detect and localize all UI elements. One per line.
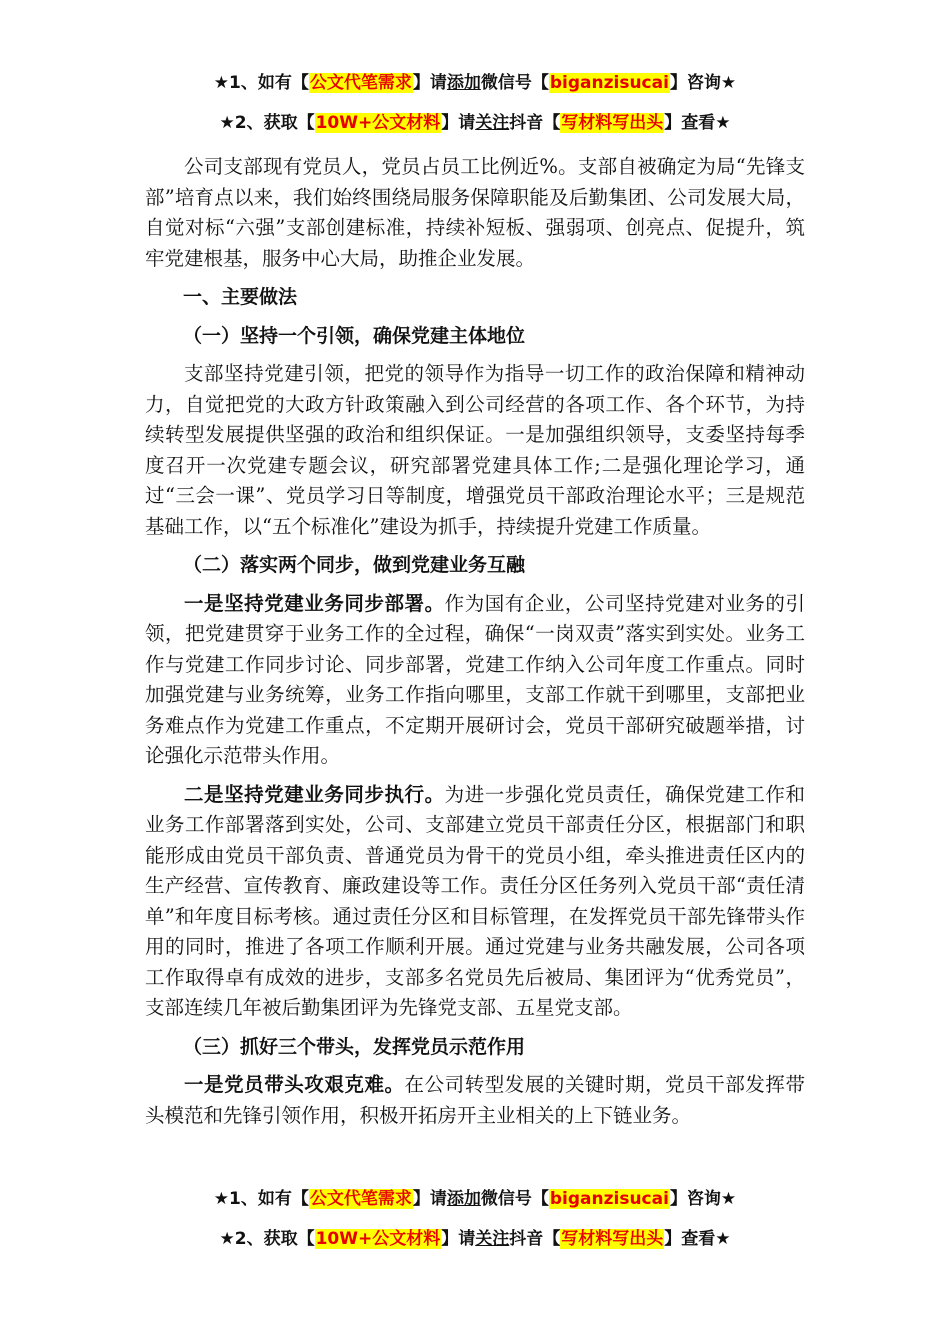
- banner-text: 】请: [441, 1229, 476, 1249]
- banner-highlight: 10W+公文材料: [315, 113, 441, 133]
- paragraph: [145, 780, 805, 1024]
- banner-douyin-id: 写材料写出头: [561, 113, 664, 133]
- banner-underlined: 关注: [475, 1229, 510, 1249]
- banner-wechat-id: biganzisucai: [549, 73, 669, 93]
- banner-underlined: 添加: [446, 1189, 481, 1209]
- banner-text: 】咨询★: [669, 73, 737, 93]
- paragraph-text: 作为国有企业，公司坚持党建对业务的引领，把党建贯穿于业务工作的全过程，确保“一岗双责”落实到实处。业务工作与党建工作同步讨论、同步部署，党建工作纳入公司年度工作重点。同时加强党建与业务统筹，业务工作指向哪里，支部工作就干到哪里，支部把业务难点作为党建工作重点，不定期开展研讨会，党员干部研究破题举措，讨论强化示范带头作用。: [145, 591, 805, 767]
- banner-text: ★1、如有【: [213, 1189, 309, 1209]
- banner-text: ★2、获取【: [219, 1229, 315, 1249]
- banner-text: 】请: [412, 1189, 447, 1209]
- banner-text: ★2、获取【: [219, 113, 315, 133]
- subsection-heading: （一）坚持一个引领，确保党建主体地位: [183, 324, 526, 347]
- banner-highlight: 公文代笔需求: [309, 73, 412, 93]
- header-banner-1: [0, 72, 950, 94]
- banner-wechat-id: biganzisucai: [549, 1189, 669, 1209]
- banner-text: 】请: [441, 113, 476, 133]
- section-heading: 一、主要做法: [183, 286, 298, 308]
- footer-banner-1: [0, 1188, 950, 1210]
- banner-text: 】请: [412, 73, 447, 93]
- header-banner-2: [0, 112, 950, 134]
- document-body: [145, 152, 805, 1139]
- paragraph-text: 为进一步强化党员责任，确保党建工作和业务工作部署落到实处，公司、支部建立党员干部责任分区，根据部门和职能形成由党员干部负责、普通党员为骨干的党员小组，牵头推进责任区内的生产经营、宣传教育、廉政建设等工作。责任分区任务列入党员干部“责任清单”和年度目标考核。通过责任分区和目标管理，在发挥党员干部先锋带头作用的同时，推进了各项工作顺利开展。通过党建与业务共融发展，公司各项工作取得卓有成效的进步，支部多名党员先后被局、集团评为“优秀党员”，支部连续几年被后勤集团评为先锋党支部、五星党支部。: [145, 782, 805, 1019]
- banner-text: 微信号【: [480, 1189, 549, 1209]
- banner-text: 】查看★: [664, 113, 731, 133]
- banner-text: 抖音【: [509, 113, 561, 133]
- paragraph: 支部坚持党建引领，把党的领导作为指导一切工作的政治保障和精神动力，自觉把党的大政方针政策融入到公司经营的各项工作、各个环节，为持续转型发展提供坚强的政治和组织保证。一是加强组织领导，支委坚持每季度召开一次党建专题会议，研究部署党建具体工作;二是强化理论学习，通过“三会一课”、党员学习日等制度，增强党员干部政治理论水平；三是规范基础工作，以“五个标准化”建设为抓手，持续提升党建工作质量。: [145, 362, 805, 538]
- banner-underlined: 关注: [475, 113, 510, 133]
- subsection-heading: （二）落实两个同步，做到党建业务互融: [183, 554, 526, 576]
- banner-douyin-id: 写材料写出头: [561, 1229, 664, 1249]
- paragraph: [145, 589, 805, 772]
- paragraph-lead: 一是坚持党建业务同步部署。: [184, 591, 445, 615]
- paragraph-lead: 二是坚持党建业务同步执行。: [184, 782, 445, 806]
- paragraph-text: 在公司转型发展的关键时期，党员干部发挥带头模范和先锋引领作用，积极开拓房开主业相关的上下链业务。: [145, 1073, 805, 1127]
- banner-text: 】查看★: [664, 1229, 731, 1249]
- banner-highlight: 10W+公文材料: [315, 1229, 441, 1249]
- paragraph: [145, 1070, 805, 1131]
- banner-underlined: 添加: [446, 73, 481, 93]
- footer-banner-2: [0, 1228, 950, 1250]
- banner-text: 】咨询★: [669, 1189, 737, 1209]
- banner-highlight: 公文代笔需求: [309, 1189, 412, 1209]
- banner-text: 抖音【: [509, 1229, 561, 1249]
- intro-paragraph: 公司支部现有党员人，党员占员工比例近%。支部自被确定为局“先锋支部”培育点以来，我们始终围绕局服务保障职能及后勤集团、公司发展大局，自觉对标“六强”支部创建标准，持续补短板、强弱项、创亮点、促提升，筑牢党建根基，服务中心大局，助推企业发展。: [145, 155, 805, 270]
- banner-text: 微信号【: [480, 73, 549, 93]
- subsection-heading: （三）抓好三个带头，发挥党员示范作用: [183, 1035, 526, 1058]
- paragraph-lead: 一是党员带头攻艰克难。: [184, 1073, 405, 1096]
- banner-text: ★1、如有【: [213, 73, 309, 93]
